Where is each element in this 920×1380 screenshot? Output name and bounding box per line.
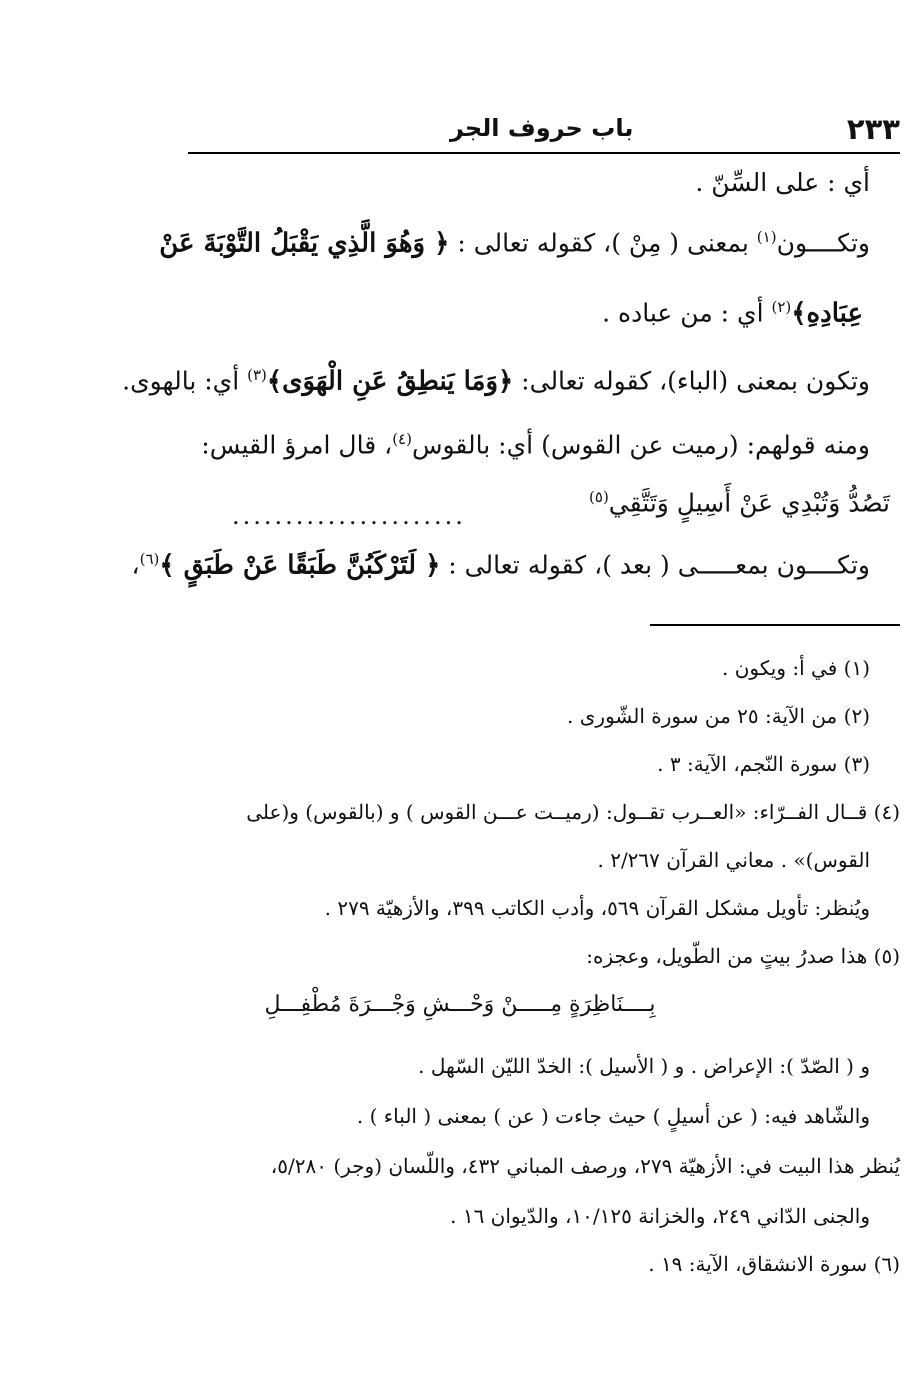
body-text: أي: بالهوى.	[122, 366, 248, 396]
footnote-ref-3: (٣)	[247, 366, 267, 384]
verse-text: تَصُدُّ وَتُبْدِي عَنْ أَسِيلٍ وَتَتَّقِي	[608, 488, 890, 518]
footnote-2: (٢) من الآية: ٢٥ من سورة الشّورى .	[567, 704, 870, 728]
footnote-ref-2: (٢)	[771, 298, 792, 316]
footnote-5-line-4: يُنظر هذا البيت في: الأزهيّة ٢٧٩، ورصف المباني ٤٣٢، واللّسان (وجر) ٥/٢٨٠،	[270, 1154, 900, 1178]
body-text: وتكــــون	[776, 228, 870, 258]
footnote-ref-4: (٤)	[392, 430, 412, 448]
body-text: أي : من عباده .	[602, 298, 772, 328]
quran-quote: عِبَادِهِ﴾	[791, 298, 863, 329]
poetry-verse	[589, 488, 890, 517]
verse-ellipsis: ......................	[232, 502, 466, 530]
footnote-4-line-1: (٤) قــال الفــرّاء: «العــرب تقــول: (رميــت عـــن القوس ) و (بالقوس) و(على	[246, 800, 900, 824]
quran-quote: ﴿وَمَا يَنطِقُ عَنِ الْهَوَى﴾	[266, 366, 514, 397]
body-line-7	[132, 550, 871, 580]
quran-quote: ﴿ لَتَرْكَبُنَّ طَبَقًا عَنْ طَبَقٍ ﴾	[159, 550, 441, 581]
body-text: وتكون بمعنى (الباء)، كقوله تعالى:	[513, 366, 870, 396]
running-title: باب حروف الجر	[450, 114, 634, 142]
footnote-4-line-3: ويُنظر: تأويل مشكل القرآن ٥٦٩، وأدب الكاتب ٣٩٩، والأزهيّة ٢٧٩ .	[324, 896, 870, 920]
footnote-1: (١) في أ: ويكون .	[722, 656, 870, 680]
footnote-ref-5: (٥)	[589, 488, 609, 506]
body-text: ومنه قولهم: (رميت عن القوس) أي: بالقوس	[411, 430, 870, 460]
footnote-3: (٣) سورة النّجم، الآية: ٣ .	[657, 752, 870, 776]
body-text: بمعنى ( مِنْ )، كقوله تعالى :	[449, 228, 757, 258]
footnote-5-line-2: و ( الصّدّ ): الإعراض . و ( الأسيل ): الخدّ الليّن السّهل .	[418, 1054, 870, 1078]
body-text: ،	[131, 550, 140, 580]
body-line-1	[695, 168, 870, 197]
footnote-5-line-5: والجنى الدّاني ٢٤٩، والخزانة ١٠/١٢٥، والدّيوان ١٦ .	[450, 1204, 870, 1228]
body-line-5	[201, 430, 870, 459]
quran-quote: ﴿ وَهُوَ الَّذِي يَقْبَلُ التَّوْبَةَ عَنْ	[159, 228, 450, 259]
footnote-5-verse: بِــــنَاظِرَةٍ مِـــــنْ وَحْـــشِ وَجْـــرَةَ مُطْفِـــلِ	[264, 992, 656, 1017]
footnote-divider	[650, 624, 900, 626]
page-header	[188, 112, 900, 154]
footnote-ref-6: (٦)	[139, 550, 160, 568]
footnote-5-line-3: والشّاهد فيه: ( عن أسيلٍ ) حيث جاءت ( عن ) بمعنى ( الباء ) .	[356, 1104, 870, 1128]
footnote-6: (٦) سورة الانشقاق، الآية: ١٩ .	[648, 1252, 900, 1276]
body-text: ، قال امرؤ القيس:	[201, 430, 393, 460]
body-line-3	[602, 298, 863, 328]
footnote-5-line-1: (٥) هذا صدرُ بيتٍ من الطّويل، وعجزه:	[586, 944, 900, 968]
page-number: ٢٣٣	[846, 112, 900, 146]
body-text: وتكــــون بمعـــــى ( بعد )، كقوله تعالى :	[440, 550, 870, 580]
footnote-ref-1: (١)	[756, 228, 777, 246]
footnote-4-line-2: القوس)» . معاني القرآن ٢/٢٦٧ .	[597, 848, 870, 872]
body-line-2	[159, 228, 870, 258]
body-text: أي : على السِّنّ .	[695, 168, 870, 197]
body-line-4	[122, 366, 870, 396]
